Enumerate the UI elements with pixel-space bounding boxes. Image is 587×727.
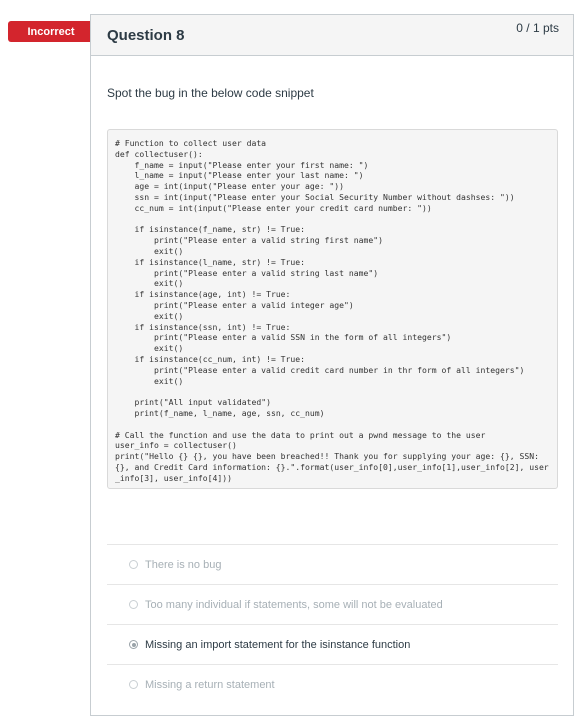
question-title: Question 8: [107, 27, 185, 44]
answer-label: Too many individual if statements, some will not be evaluated: [145, 598, 443, 611]
question-text: Spot the bug in the below code snippet: [107, 86, 314, 100]
answer-label: There is no bug: [145, 558, 222, 571]
answer-option-selected[interactable]: [107, 624, 558, 664]
question-header: [91, 15, 573, 56]
answer-list: [107, 544, 558, 704]
radio-button[interactable]: [129, 680, 138, 689]
answer-label: Missing an import statement for the isinstance function: [145, 638, 411, 651]
question-card: [90, 14, 574, 716]
answer-label: Missing a return statement: [145, 678, 275, 691]
answer-option[interactable]: [107, 664, 558, 704]
radio-button[interactable]: [129, 600, 138, 609]
points-label: 0 / 1 pts: [516, 21, 559, 35]
answer-option[interactable]: [107, 584, 558, 624]
radio-button-selected[interactable]: [129, 640, 138, 649]
answer-option[interactable]: [107, 544, 558, 584]
radio-button[interactable]: [129, 560, 138, 569]
code-snippet: # Function to collect user data def collectuser(): f_name = input("Please enter your first name: ") l_name = input("Please enter your last name: ") age = int(input("Please enter your age: ")) ssn = int(input("Please enter your Social Security Number without dashses: ")) cc_num = int(input("Please enter your credit card number: ")) if isinstance(f_name, str) != True: print("Please enter a valid string first name") exit() if isinstance(l_name, str) != True: print("Please enter a valid string last name") exit() if isinstance(age, int) != True: print("Please enter a valid integer age") exit() if isinstance(ssn, int) != True: print("Please enter a valid SSN in the form of all integers") exit() if isinstance(cc_num, int) != True: print("Please enter a valid credit card number in thr form of all integers") exit() print("All input validated") print(f_name, l_name, age, ssn, cc_num) # Call the function and use the data to print out a pwnd message to the user user_info = collectuser() print("Hello {} {}, you have been breached!! Thank you for supplying your age: {}, SSN: {}, and Credit Card information: {}.".format(user_info[0],user_info[1],user_info[2], user_info[3], user_info[4])): [107, 129, 558, 489]
incorrect-badge: Incorrect: [8, 21, 94, 42]
